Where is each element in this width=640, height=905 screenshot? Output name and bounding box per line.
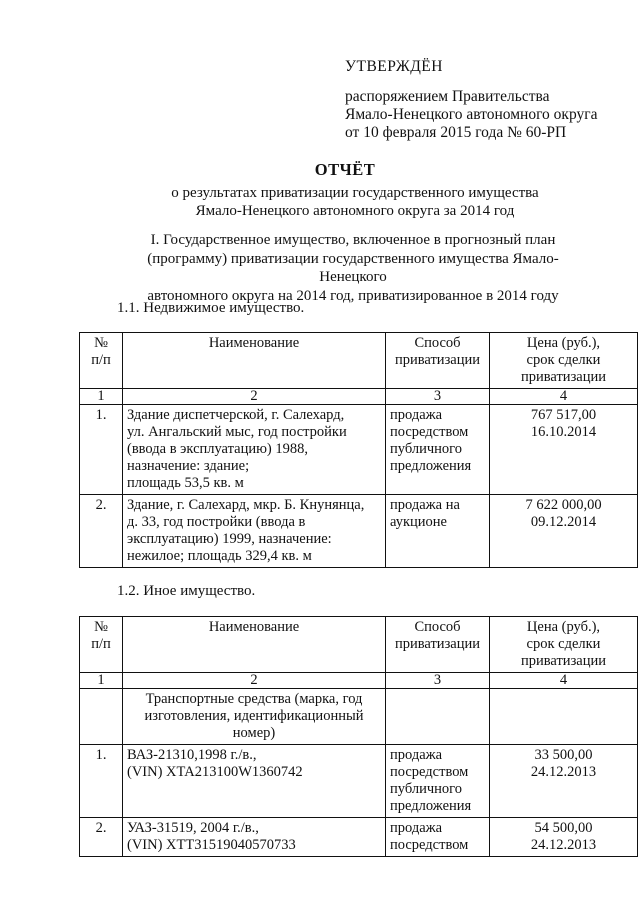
header-text: Способ [414,619,461,635]
row-method-line: аукционе [390,514,447,530]
row-name [123,405,386,495]
row-price [490,495,638,568]
group-label-row [80,689,638,745]
section-heading [118,231,588,305]
row-price-value: 33 500,00 [534,747,593,763]
row-price [490,818,638,857]
group-label-empty [490,689,638,745]
group-label [123,689,386,745]
column-number-row [80,389,638,405]
other-property-table [79,616,638,857]
approval-heading: УТВЕРЖДЁН [345,58,443,75]
header-text: п/п [91,636,111,652]
column-number: 1 [80,389,123,405]
table-row [80,745,638,818]
approval-line: Ямало-Ненецкого автономного округа [345,106,598,123]
table-row [80,405,638,495]
row-name-line: д. 33, год постройки (ввода в [127,514,306,530]
report-subtitle: Ямало-Ненецкого автономного округа за 2014 год [195,203,515,219]
column-number: 3 [386,389,490,405]
header-text: № [94,335,108,351]
group-label-empty [80,689,123,745]
group-label-line: изготовления, идентификационный номер) [144,708,364,741]
column-number: 1 [80,673,123,689]
section-heading-line: (программу) приватизации государственного имущества Ямало-Ненецкого [147,250,559,285]
real-estate-heading: 1.1. Недвижимое имущество. [117,300,305,316]
table-row [80,495,638,568]
row-name-line: площадь 53,5 кв. м [127,475,244,491]
header-text: Цена (руб.), [526,619,601,635]
row-method [386,818,490,857]
header-text: Цена (руб.), [526,335,601,351]
header-text: приватизации [394,352,481,368]
row-method-line: посредством [390,837,469,853]
row-deal-date: 24.12.2013 [530,764,597,780]
other-property-heading: 1.2. Иное имущество. [117,583,256,599]
row-method [386,745,490,818]
row-name-line: Здание, г. Салехард, мкр. Б. Кнунянца, [127,497,365,513]
row-name-line: эксплуатацию) 1999, назначение: [127,531,332,547]
row-name-line: назначение: здание; [127,458,250,474]
row-name-line: УАЗ-31519, 2004 г./в., [127,820,259,836]
header-text: Способ [414,335,461,351]
row-method-line: продажа [390,407,443,423]
header-text: приватизации [520,369,607,385]
column-number: 3 [386,673,490,689]
report-title: ОТЧЁТ [314,160,376,179]
approval-block [345,58,597,142]
report-subtitle: о результатах приватизации государственного имущества [171,185,539,201]
header-text: срок сделки [526,636,601,652]
row-number: 1. [80,405,123,495]
row-method [386,495,490,568]
table-header-row [80,333,638,389]
row-deal-date: 24.12.2013 [530,837,597,853]
column-number: 2 [123,673,386,689]
header-no [80,617,123,673]
row-name-line: (ввода в эксплуатацию) 1988, [127,441,309,457]
header-text: № [94,619,108,635]
header-method [386,333,490,389]
group-label-line: Транспортные средства (марка, год [145,691,363,707]
row-price-value: 54 500,00 [534,820,593,836]
row-number: 1. [80,745,123,818]
row-method [386,405,490,495]
header-method [386,617,490,673]
row-method-line: публичного [390,441,462,457]
table-row [80,818,638,857]
real-estate-table [79,332,638,568]
column-number: 2 [123,389,386,405]
approval-line: от 10 февраля 2015 года № 60-РП [345,124,567,141]
row-price [490,745,638,818]
table-header-row [80,617,638,673]
row-deal-date: 09.12.2014 [530,514,597,530]
row-name [123,745,386,818]
row-method-line: предложения [390,798,472,814]
column-number: 4 [490,389,638,405]
row-number: 2. [80,495,123,568]
row-name-line: (VIN) XTT31519040570733 [127,837,296,853]
header-text: приватизации [394,636,481,652]
header-text: приватизации [520,653,607,669]
column-number: 4 [490,673,638,689]
header-text: п/п [91,352,111,368]
header-name: Наименование [123,617,386,673]
header-name: Наименование [123,333,386,389]
section-heading-line: автономного округа на 2014 год, приватизированное в 2014 году [147,287,559,304]
row-method-line: продажа [390,747,443,763]
header-price [490,617,638,673]
row-name-line: (VIN) XTA213100W1360742 [127,764,303,780]
row-price-value: 767 517,00 [530,407,597,423]
row-method-line: посредством [390,764,469,780]
row-method-line: продажа на [390,497,460,513]
section-heading-line: I. Государственное имущество, включенное в прогнозный план [150,232,556,248]
approval-line: распоряжением Правительства [345,88,550,105]
row-number: 2. [80,818,123,857]
row-name-line: Здание диспетчерской, г. Салехард, [127,407,345,423]
row-method-line: продажа [390,820,443,836]
column-number-row [80,673,638,689]
row-method-line: публичного [390,781,462,797]
row-name-line: ВАЗ-21310,1998 г./в., [127,747,257,763]
row-deal-date: 16.10.2014 [530,424,597,440]
row-method-line: предложения [390,458,472,474]
row-method-line: посредством [390,424,469,440]
report-title-block [0,160,640,220]
row-name-line: ул. Ангальский мыс, год постройки [127,424,347,440]
row-name-line: нежилое; площадь 329,4 кв. м [127,548,312,564]
header-no [80,333,123,389]
row-price-value: 7 622 000,00 [525,497,602,513]
row-name [123,495,386,568]
header-text: срок сделки [526,352,601,368]
group-label-empty [386,689,490,745]
header-price [490,333,638,389]
row-price [490,405,638,495]
row-name [123,818,386,857]
